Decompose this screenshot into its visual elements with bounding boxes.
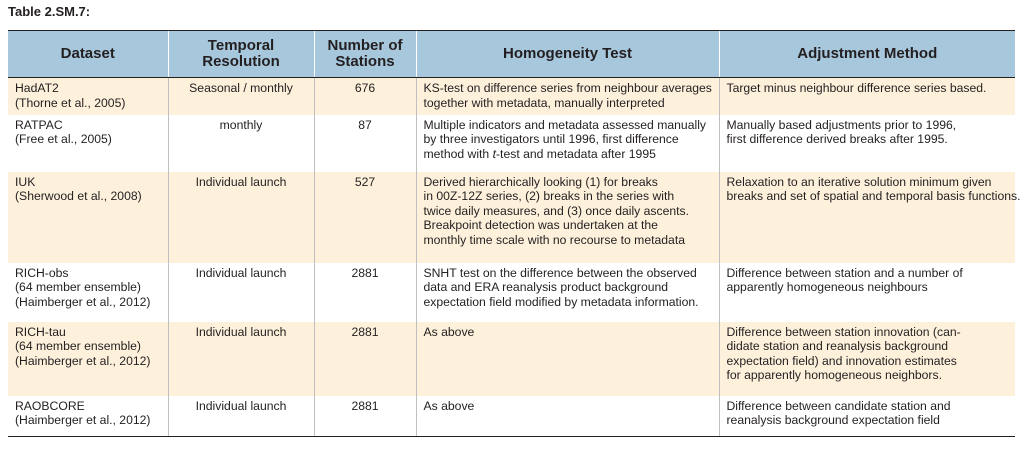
header-number-of-stations: Number of Stations bbox=[314, 31, 416, 78]
cell-adjustment-method: Difference between station and a number of apparently homogeneous neighbours bbox=[719, 263, 1015, 322]
table-caption: Table 2.SM.7: bbox=[8, 4, 91, 19]
cell-stations: 676 bbox=[314, 78, 416, 115]
cell-homogeneity-test: Multiple indicators and metadata assessed manually by three investigators until 1996, first difference method with t-test and metadata after 1995 bbox=[416, 115, 719, 172]
cell-dataset: RAOBCORE (Haimberger et al., 2012) bbox=[8, 396, 168, 437]
table-row bbox=[8, 263, 1015, 322]
header-temporal-resolution: Temporal Resolution bbox=[168, 31, 314, 78]
cell-stations: 2881 bbox=[314, 322, 416, 396]
cell-homogeneity-test: As above bbox=[416, 322, 719, 396]
cell-resolution: Individual launch bbox=[168, 396, 314, 437]
cell-adjustment-method: Relaxation to an iterative solution minimum given breaks and set of spatial and temporal basis functions. bbox=[719, 172, 1015, 263]
cell-homogeneity-test: KS-test on difference series from neighbour averages together with metadata, manually interpreted bbox=[416, 78, 719, 115]
cell-adjustment-method: Target minus neighbour difference series based. bbox=[719, 78, 1015, 115]
cell-homogeneity-test: Derived hierarchically looking (1) for breaks in 00Z-12Z series, (2) breaks in the series with twice daily measures, and (3) once daily ascents. Breakpoint detection was undertaken at the monthly time scale with no recourse to metadata bbox=[416, 172, 719, 263]
table-row bbox=[8, 172, 1015, 263]
header-dataset: Dataset bbox=[8, 31, 168, 78]
cell-resolution: Individual launch bbox=[168, 263, 314, 322]
cell-homogeneity-test: SNHT test on the difference between the observed data and ERA reanalysis product background expectation field modified by metadata information. bbox=[416, 263, 719, 322]
cell-stations: 527 bbox=[314, 172, 416, 263]
table-row bbox=[8, 115, 1015, 172]
cell-resolution: Individual launch bbox=[168, 172, 314, 263]
cell-stations: 87 bbox=[314, 115, 416, 172]
cell-stations: 2881 bbox=[314, 396, 416, 437]
cell-adjustment-method: Difference between station innovation (can- didate station and reanalysis background expectation field) and innovation estimates for apparently homogeneous neighbors. bbox=[719, 322, 1015, 396]
table-row bbox=[8, 78, 1015, 115]
cell-resolution: Individual launch bbox=[168, 322, 314, 396]
cell-resolution: monthly bbox=[168, 115, 314, 172]
cell-dataset: RATPAC (Free et al., 2005) bbox=[8, 115, 168, 172]
cell-dataset: HadAT2 (Thorne et al., 2005) bbox=[8, 78, 168, 115]
cell-dataset: RICH-tau (64 member ensemble) (Haimberger et al., 2012) bbox=[8, 322, 168, 396]
cell-stations: 2881 bbox=[314, 263, 416, 322]
cell-homogeneity-test: As above bbox=[416, 396, 719, 437]
cell-adjustment-method: Difference between candidate station and reanalysis background expectation field bbox=[719, 396, 1015, 437]
cell-dataset: IUK (Sherwood et al., 2008) bbox=[8, 172, 168, 263]
data-table bbox=[8, 30, 1021, 437]
header-homogeneity-test: Homogeneity Test bbox=[416, 31, 719, 78]
cell-adjustment-method: Manually based adjustments prior to 1996, first difference derived breaks after 1995. bbox=[719, 115, 1015, 172]
cell-resolution: Seasonal / monthly bbox=[168, 78, 314, 115]
table-row bbox=[8, 322, 1015, 396]
table-row bbox=[8, 396, 1015, 437]
header-adjustment-method: Adjustment Method bbox=[719, 31, 1015, 78]
cell-dataset: RICH-obs (64 member ensemble) (Haimberger et al., 2012) bbox=[8, 263, 168, 322]
header-row bbox=[8, 31, 1015, 78]
